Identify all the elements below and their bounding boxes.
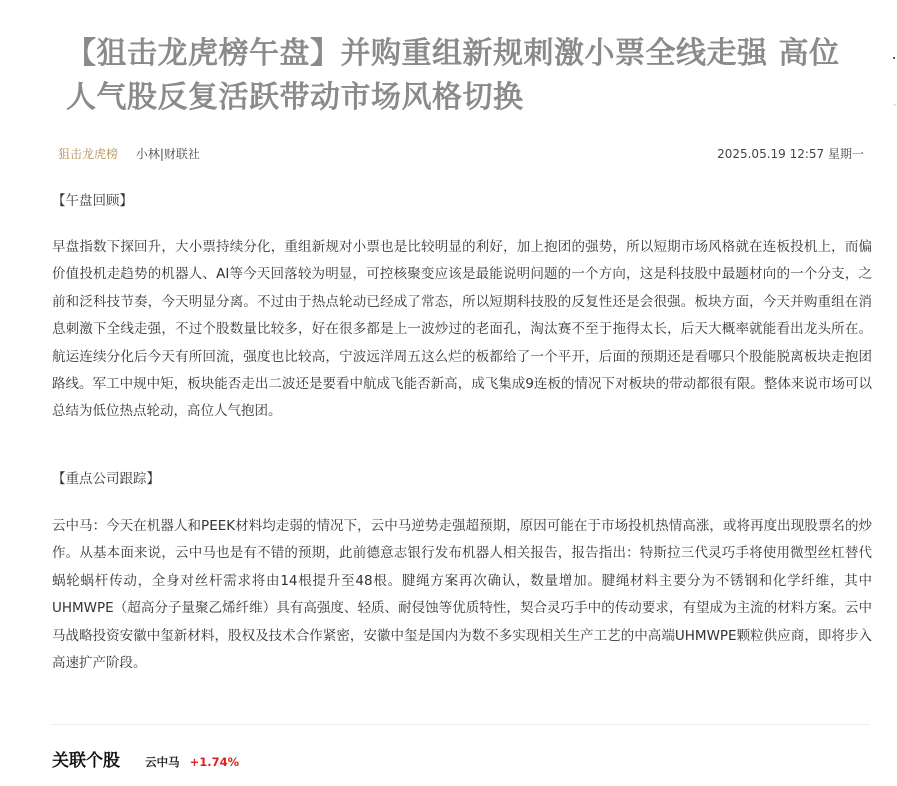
related-stocks-label: 关联个股	[52, 751, 120, 771]
stock-name[interactable]: 云中马	[145, 755, 180, 769]
stock-change: +1.74%	[189, 755, 240, 769]
column-link[interactable]: 狙击龙虎榜	[58, 147, 119, 161]
article-title: 【狙击龙虎榜午盘】并购重组新规刺激小票全线走强 高位人气股反复活跃带动市场风格切换	[66, 36, 840, 115]
paragraph-midday-review: 早盘指数下探回升，大小票持续分化，重组新规对小票也是比较明显的利好，加上抱团的强势，所以短期市场风格就在连板投机上，而偏价值投机走趋势的机器人、AI等今天回落较为明显，可控核聚变应该是最能说明问题的一个方向，这是科技股中最题材向的一个分支，之前和泛科技节奏，今天明显分离。不过由于热点轮动已经成了常态，所以短期科技股的反复性还是会很强。板块方面，今天并购重组在消息刺激下全线走强，不过个股数量比较多，好在很多都是上一波炒过的老面孔，淘汰赛不至于拖得太长，后天大概率就能看出龙头所在。航运连续分化后今天有所回流，强度也比较高，宁波远洋周五这么烂的板都给了一个平开，后面的预期还是看哪只个股能脱离板块走抱团路线。军工中规中矩，板块能否走出二波还是要看中航成飞能否新高，成飞集成9连板的情况下对板块的带动都很有限。整体来说市场可以总结为低位热点轮动，高位人气抱团。	[52, 239, 872, 420]
author-name: 小林|财联社	[135, 147, 200, 161]
divider	[52, 724, 870, 725]
publish-datetime: 2025.05.19 12:57 星期一	[717, 147, 864, 161]
related-stock-item[interactable]	[145, 749, 239, 775]
related-stocks	[52, 748, 239, 774]
paragraph-company-tracking: 云中马：今天在机器人和PEEK材料均走弱的情况下，云中马逆势走强超预期，原因可能在于市场投机热情高涨，或将再度出现股票名的炒作。从基本面来说，云中马也是有不错的预期，此前德意志银行发布机器人相关报告，报告指出：特斯拉三代灵巧手将使用微型丝杠替代蜗轮蜗杆传动，全身对丝杆需求将由14根提升至48根。腱绳方案再次确认，数量增加。腱绳材料主要分为不锈钢和化学纤维，其中UHMWPE（超高分子量聚乙烯纤维）具有高强度、轻质、耐侵蚀等优质特性，契合灵巧手中的传动要求，有望成为主流的材料方案。云中马战略投资安徽中玺新材料，股权及技术合作紧密，安徽中玺是国内为数不多实现相关生产工艺的中高端UHMWPE颗粒供应商，即将步入高速扩产阶段。	[52, 518, 872, 672]
section-heading-company-tracking: 【重点公司跟踪】	[52, 471, 160, 487]
section-heading-midday-review: 【午盘回顾】	[52, 193, 133, 209]
page-edge-mark-light	[893, 104, 896, 106]
page-edge-mark	[893, 57, 895, 59]
article-meta	[58, 145, 870, 163]
